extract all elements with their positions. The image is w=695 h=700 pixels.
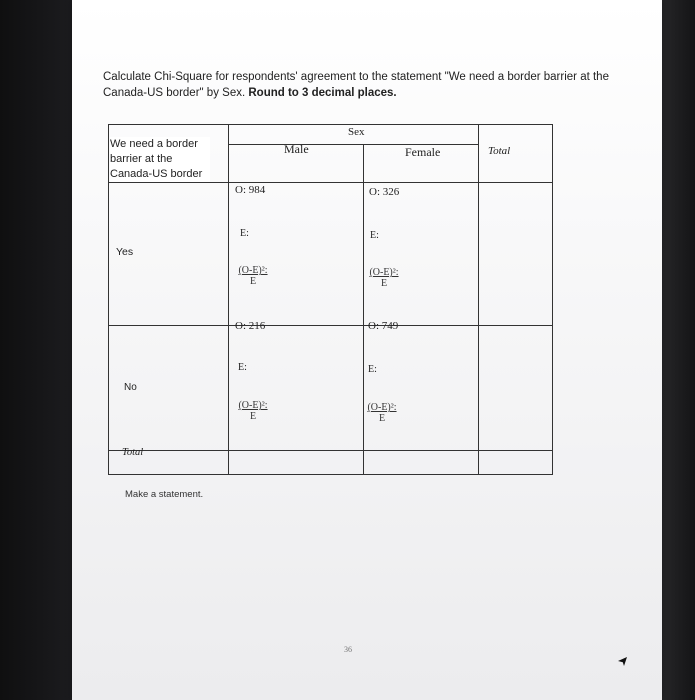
- yes-male-observed: O: 984: [235, 184, 266, 196]
- yes-male-frac-num: (O-E)²:: [238, 265, 268, 276]
- yes-female-observed: O: 326: [369, 186, 400, 198]
- row-no-label: No: [124, 382, 137, 393]
- background-left: [0, 0, 80, 700]
- no-female-frac-num: (O-E)²:: [367, 402, 397, 413]
- yes-female-expected: E:: [370, 230, 379, 241]
- no-male-frac-den: E: [249, 411, 257, 422]
- statement-prompt: Make a statement.: [125, 489, 204, 500]
- no-male-observed: O: 216: [235, 320, 266, 332]
- female-header: Female: [405, 145, 441, 159]
- sex-header: Sex: [348, 126, 365, 138]
- no-male-chi-term: [233, 400, 273, 422]
- mouse-cursor-icon: [616, 655, 628, 667]
- page-number: 36: [344, 645, 352, 654]
- contingency-table: [108, 120, 553, 475]
- yes-female-frac-den: E: [380, 278, 388, 289]
- no-male-expected: E:: [238, 362, 247, 373]
- no-male-frac-num: (O-E)²:: [238, 400, 268, 411]
- yes-male-chi-term: [233, 265, 273, 287]
- no-female-chi-term: [362, 402, 402, 424]
- question-body: Calculate Chi-Square for respondents' agreement to the statement "We need a border barrier at the Canada-US border" by Sex.: [103, 71, 609, 99]
- yes-female-chi-term: [364, 267, 404, 289]
- no-female-frac-den: E: [378, 413, 386, 424]
- row-yes-label: Yes: [116, 246, 134, 258]
- question-text: [103, 69, 623, 101]
- no-female-expected: E:: [368, 364, 377, 375]
- worksheet-page: [72, 0, 662, 700]
- no-female-observed: O: 749: [368, 320, 399, 332]
- corner-label: We need a border barrier at the Canada-US border: [110, 137, 210, 182]
- yes-female-frac-num: (O-E)²:: [369, 267, 399, 278]
- yes-male-expected: E:: [240, 228, 249, 239]
- total-header: Total: [488, 145, 511, 157]
- question-rounding: Round to 3 decimal places.: [248, 87, 397, 99]
- total-row-label: Total: [122, 447, 144, 458]
- yes-male-frac-den: E: [249, 276, 257, 287]
- male-header: Male: [284, 142, 309, 156]
